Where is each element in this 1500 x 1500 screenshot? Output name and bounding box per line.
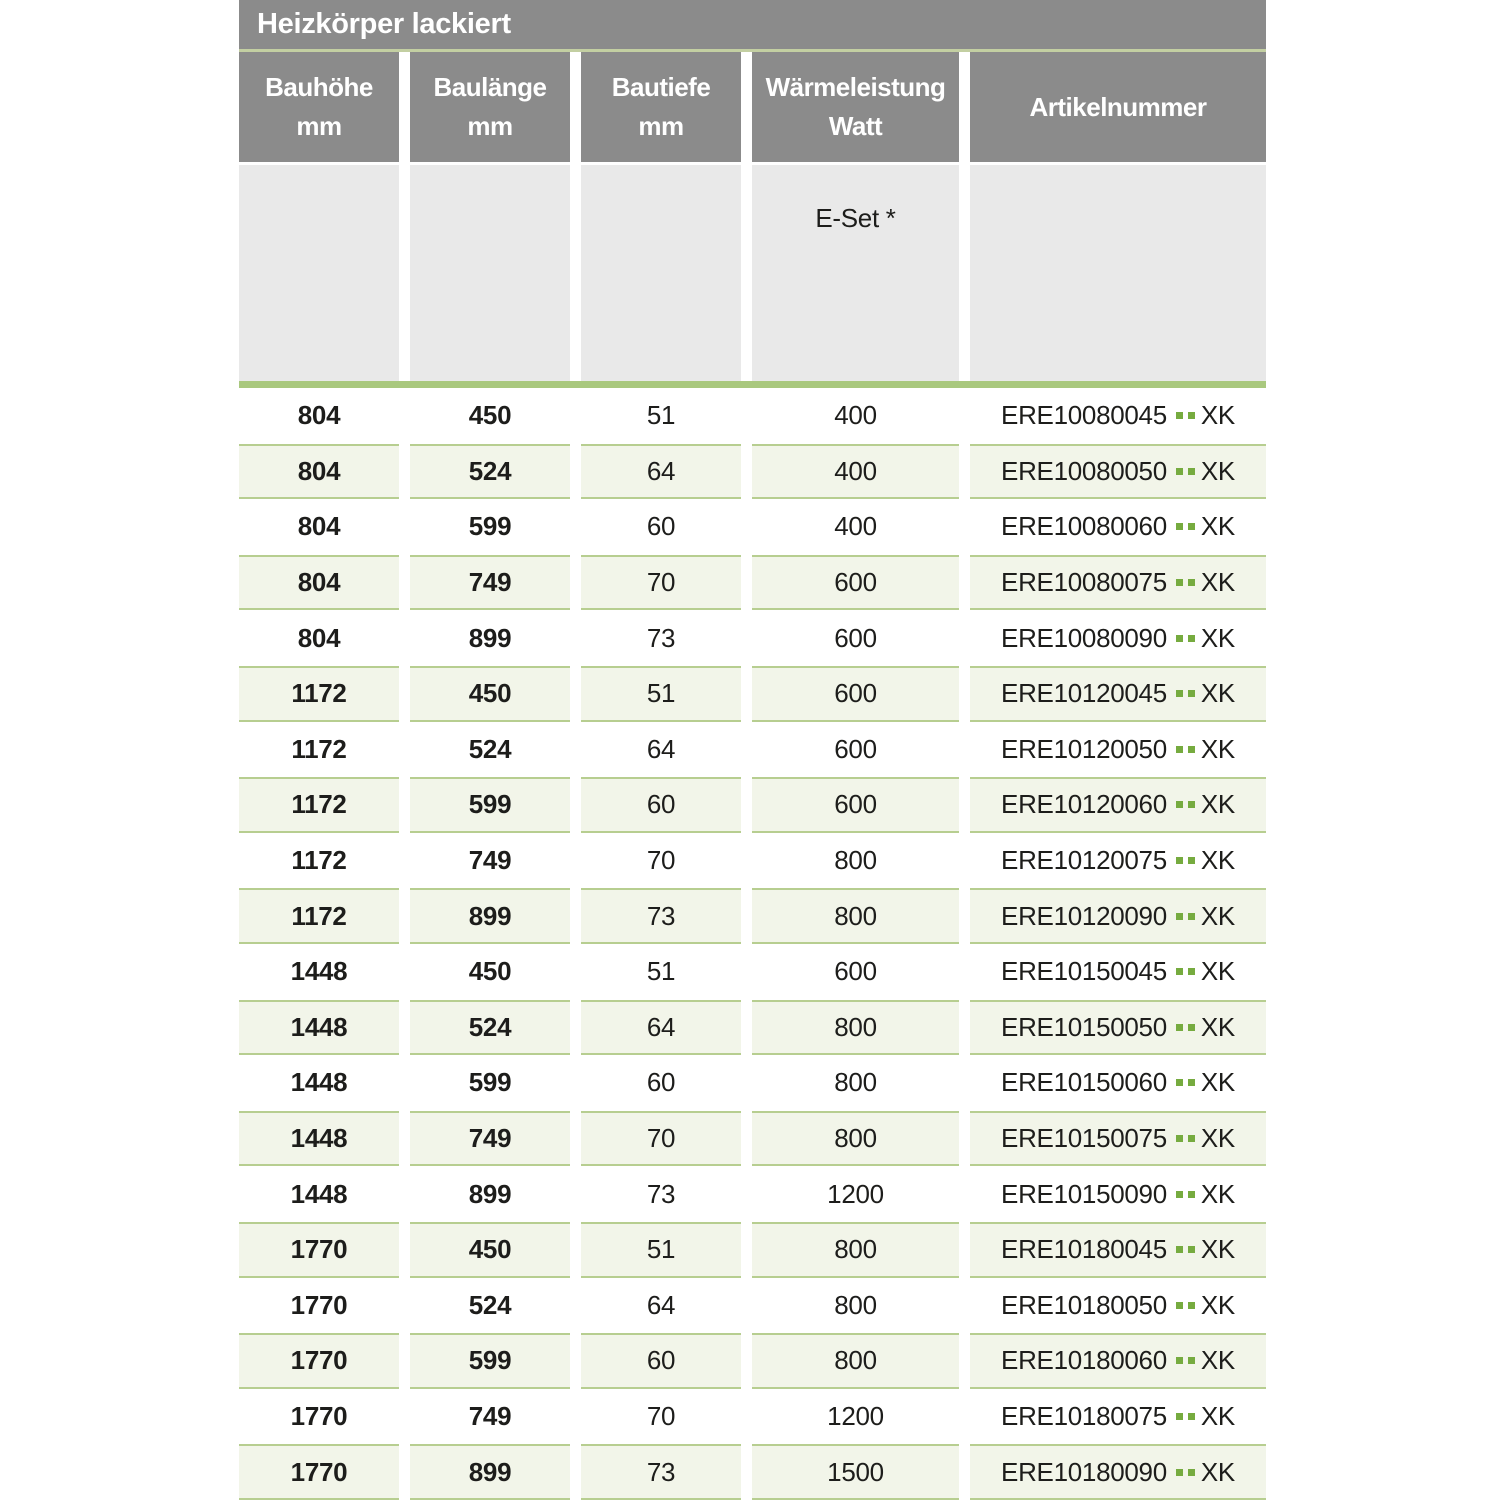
header-unit: Watt — [828, 111, 883, 141]
subheader-cell-eset — [752, 165, 959, 381]
artikel-color-dots — [1176, 1191, 1195, 1198]
artikel-color-dots — [1176, 1024, 1195, 1031]
cell-artikelnummer — [970, 1444, 1266, 1500]
cell-artikelnummer — [970, 499, 1266, 555]
artikel-color-dots — [1176, 1413, 1195, 1420]
cell-bautiefe: 51 — [581, 666, 741, 722]
cell-bauhoehe: 1770 — [239, 1333, 399, 1389]
cell-artikelnummer — [970, 444, 1266, 500]
cell-artikelnummer — [970, 666, 1266, 722]
artikel-prefix: ERE10150090 — [1001, 1178, 1167, 1209]
cell-artikelnummer — [970, 388, 1266, 444]
cell-artikelnummer — [970, 722, 1266, 778]
cell-bautiefe: 64 — [646, 1289, 676, 1320]
cell-bautiefe: 51 — [581, 1222, 741, 1278]
header-cell-bautiefe — [581, 52, 741, 162]
cell-baulaenge: 524 — [468, 733, 512, 764]
cell-bautiefe: 70 — [646, 845, 676, 876]
artikel-suffix: XK — [1200, 511, 1235, 542]
artikel-color-dots — [1176, 690, 1195, 697]
cell-bauhoehe: 1172 — [239, 666, 399, 722]
artikel-prefix: ERE10080050 — [1001, 455, 1167, 486]
cell-waermeleistung: 800 — [834, 845, 877, 876]
cell-artikelnummer — [970, 777, 1266, 833]
cell-artikelnummer — [970, 555, 1266, 611]
artikel-prefix: ERE10080060 — [1001, 511, 1167, 542]
artikel-color-dots — [1176, 801, 1195, 808]
cell-bautiefe: 64 — [646, 733, 676, 764]
table-row — [239, 666, 1266, 722]
cell-bauhoehe: 1448 — [290, 1067, 348, 1098]
artikel-suffix: XK — [1200, 622, 1235, 653]
cell-bautiefe: 64 — [581, 444, 741, 500]
cell-baulaenge: 524 — [468, 1289, 512, 1320]
table-row — [239, 1166, 1266, 1222]
cell-baulaenge: 599 — [468, 1067, 512, 1098]
cell-bauhoehe: 804 — [239, 555, 399, 611]
table-row — [239, 833, 1266, 889]
header-cell-bauhoehe — [239, 52, 399, 162]
artikel-prefix: ERE10150045 — [1001, 956, 1167, 987]
rows — [239, 388, 1266, 1500]
cell-bauhoehe: 804 — [297, 400, 341, 431]
artikel-color-dots — [1176, 523, 1195, 530]
table-row — [239, 1000, 1266, 1056]
cell-waermeleistung: 600 — [752, 555, 959, 611]
cell-baulaenge: 599 — [468, 511, 512, 542]
cell-bauhoehe: 1448 — [239, 1000, 399, 1056]
artikel-prefix: ERE10180050 — [1001, 1289, 1167, 1320]
cell-artikelnummer — [970, 833, 1266, 889]
cell-artikelnummer — [970, 1389, 1266, 1445]
cell-artikelnummer — [970, 610, 1266, 666]
cell-waermeleistung: 400 — [834, 400, 877, 431]
cell-bauhoehe: 1172 — [239, 777, 399, 833]
cell-bautiefe: 70 — [581, 1111, 741, 1167]
cell-bautiefe: 73 — [646, 1178, 676, 1209]
heizkoerper-table — [239, 0, 1266, 1500]
table-row — [239, 944, 1266, 1000]
cell-bauhoehe: 1448 — [290, 1178, 348, 1209]
cell-bautiefe: 70 — [646, 1400, 676, 1431]
cell-bautiefe: 73 — [581, 1444, 741, 1500]
header-unit: mm — [467, 111, 513, 141]
artikel-prefix: ERE10180045 — [1001, 1234, 1167, 1265]
cell-baulaenge: 749 — [410, 1111, 570, 1167]
column-header-row — [239, 52, 1266, 162]
artikel-color-dots — [1176, 1469, 1195, 1476]
cell-bauhoehe: 804 — [297, 622, 341, 653]
cell-waermeleistung: 1200 — [827, 1400, 884, 1431]
table-row — [239, 722, 1266, 778]
artikel-suffix: XK — [1200, 1178, 1235, 1209]
cell-bautiefe: 70 — [581, 555, 741, 611]
cell-artikelnummer — [970, 1111, 1266, 1167]
artikel-prefix: ERE10120050 — [1001, 733, 1167, 764]
artikel-color-dots — [1176, 913, 1195, 920]
cell-bautiefe: 73 — [581, 888, 741, 944]
header-unit: mm — [638, 111, 684, 141]
artikel-color-dots — [1176, 1302, 1195, 1309]
table-row — [239, 1333, 1266, 1389]
artikel-suffix: XK — [1200, 733, 1235, 764]
table-row — [239, 388, 1266, 444]
cell-baulaenge: 524 — [410, 444, 570, 500]
cell-baulaenge: 899 — [468, 1178, 512, 1209]
cell-bautiefe: 60 — [581, 1333, 741, 1389]
cell-bauhoehe: 1770 — [239, 1222, 399, 1278]
cell-bautiefe: 60 — [646, 1067, 676, 1098]
artikel-prefix: ERE10080075 — [1001, 567, 1167, 598]
artikel-suffix: XK — [1200, 1456, 1235, 1487]
header-label: Wärmeleistung — [765, 72, 946, 102]
header-label: Baulänge — [433, 72, 547, 102]
artikel-color-dots — [1176, 968, 1195, 975]
artikel-suffix: XK — [1200, 1067, 1235, 1098]
header-label: Artikelnummer — [1029, 91, 1207, 122]
cell-bauhoehe: 804 — [297, 511, 341, 542]
header-unit: mm — [296, 111, 342, 141]
artikel-color-dots — [1176, 468, 1195, 475]
artikel-prefix: ERE10180060 — [1001, 1345, 1167, 1376]
cell-bauhoehe: 1770 — [290, 1400, 348, 1431]
cell-bauhoehe: 1448 — [290, 956, 348, 987]
table-row — [239, 444, 1266, 500]
artikel-suffix: XK — [1200, 956, 1235, 987]
cell-waermeleistung: 800 — [752, 888, 959, 944]
table-row — [239, 555, 1266, 611]
table-row — [239, 777, 1266, 833]
cell-waermeleistung: 600 — [834, 733, 877, 764]
cell-baulaenge: 749 — [410, 555, 570, 611]
cell-bauhoehe: 1172 — [291, 845, 347, 876]
cell-bauhoehe: 1770 — [239, 1444, 399, 1500]
artikel-suffix: XK — [1200, 1011, 1235, 1042]
cell-bautiefe: 73 — [646, 622, 676, 653]
cell-baulaenge: 749 — [468, 845, 512, 876]
header-cell-waermeleistung — [752, 52, 959, 162]
table-row — [239, 1111, 1266, 1167]
cell-waermeleistung: 600 — [834, 956, 877, 987]
subheader-cell — [410, 165, 570, 381]
header-cell-baulaenge — [410, 52, 570, 162]
cell-artikelnummer — [970, 944, 1266, 1000]
cell-baulaenge: 749 — [468, 1400, 512, 1431]
cell-waermeleistung: 400 — [752, 444, 959, 500]
cell-bautiefe: 51 — [646, 400, 676, 431]
artikel-suffix: XK — [1200, 900, 1235, 931]
artikel-prefix: ERE10120045 — [1001, 678, 1167, 709]
table-row — [239, 888, 1266, 944]
table-title-bar — [239, 0, 1266, 49]
artikel-prefix: ERE10180075 — [1001, 1400, 1167, 1431]
cell-artikelnummer — [970, 1000, 1266, 1056]
cell-waermeleistung: 800 — [752, 1111, 959, 1167]
cell-baulaenge: 450 — [468, 400, 512, 431]
cell-waermeleistung: 600 — [834, 622, 877, 653]
artikel-prefix: ERE10150060 — [1001, 1067, 1167, 1098]
artikel-prefix: ERE10120075 — [1001, 845, 1167, 876]
header-cell-artikelnummer — [970, 52, 1266, 162]
artikel-color-dots — [1176, 579, 1195, 586]
cell-bautiefe: 60 — [646, 511, 676, 542]
artikel-suffix: XK — [1200, 678, 1235, 709]
artikel-color-dots — [1176, 1135, 1195, 1142]
cell-bautiefe: 64 — [581, 1000, 741, 1056]
artikel-suffix: XK — [1200, 1345, 1235, 1376]
table-row — [239, 499, 1266, 555]
cell-waermeleistung: 1200 — [827, 1178, 884, 1209]
cell-bauhoehe: 1172 — [291, 733, 347, 764]
subheader-cell — [970, 165, 1266, 381]
eset-label: E-Set * — [815, 203, 896, 233]
cell-artikelnummer — [970, 888, 1266, 944]
artikel-prefix: ERE10120090 — [1001, 900, 1167, 931]
cell-waermeleistung: 800 — [752, 1333, 959, 1389]
cell-artikelnummer — [970, 1055, 1266, 1111]
artikel-suffix: XK — [1200, 1400, 1235, 1431]
cell-artikelnummer — [970, 1278, 1266, 1334]
artikel-prefix: ERE10080045 — [1001, 400, 1167, 431]
table-row — [239, 1444, 1266, 1500]
artikel-suffix: XK — [1200, 1123, 1235, 1154]
artikel-color-dots — [1176, 746, 1195, 753]
cell-waermeleistung: 600 — [752, 666, 959, 722]
cell-baulaenge: 450 — [410, 1222, 570, 1278]
cell-waermeleistung: 600 — [752, 777, 959, 833]
cell-bauhoehe: 804 — [239, 444, 399, 500]
header-label: Bautiefe — [611, 72, 711, 102]
subheader-cell — [581, 165, 741, 381]
artikel-suffix: XK — [1200, 1289, 1235, 1320]
artikel-color-dots — [1176, 1079, 1195, 1086]
cell-waermeleistung: 800 — [834, 1289, 877, 1320]
artikel-prefix: ERE10180090 — [1001, 1456, 1167, 1487]
table-body-divider — [239, 381, 1266, 388]
artikel-color-dots — [1176, 1246, 1195, 1253]
table-row — [239, 1389, 1266, 1445]
artikel-suffix: XK — [1200, 567, 1235, 598]
cell-artikelnummer — [970, 1166, 1266, 1222]
cell-artikelnummer — [970, 1222, 1266, 1278]
artikel-color-dots — [1176, 857, 1195, 864]
cell-baulaenge: 899 — [468, 622, 512, 653]
table-row — [239, 1055, 1266, 1111]
artikel-color-dots — [1176, 412, 1195, 419]
subheader-row — [239, 165, 1266, 381]
cell-waermeleistung: 1500 — [752, 1444, 959, 1500]
cell-bautiefe: 51 — [646, 956, 676, 987]
table-title: Heizkörper lackiert — [257, 8, 511, 40]
artikel-suffix: XK — [1200, 845, 1235, 876]
table-row — [239, 1278, 1266, 1334]
artikel-color-dots — [1176, 1357, 1195, 1364]
cell-baulaenge: 899 — [410, 1444, 570, 1500]
artikel-prefix: ERE10150050 — [1001, 1011, 1167, 1042]
artikel-suffix: XK — [1200, 400, 1235, 431]
cell-bauhoehe: 1770 — [290, 1289, 348, 1320]
artikel-prefix: ERE10080090 — [1001, 622, 1167, 653]
artikel-suffix: XK — [1200, 1234, 1235, 1265]
cell-baulaenge: 524 — [410, 1000, 570, 1056]
artikel-suffix: XK — [1200, 455, 1235, 486]
cell-waermeleistung: 800 — [752, 1000, 959, 1056]
cell-bauhoehe: 1448 — [239, 1111, 399, 1167]
subheader-cell — [239, 165, 399, 381]
cell-baulaenge: 599 — [410, 777, 570, 833]
artikel-prefix: ERE10150075 — [1001, 1123, 1167, 1154]
artikel-color-dots — [1176, 635, 1195, 642]
cell-waermeleistung: 800 — [752, 1222, 959, 1278]
cell-bauhoehe: 1172 — [239, 888, 399, 944]
cell-artikelnummer — [970, 1333, 1266, 1389]
header-label: Bauhöhe — [265, 72, 373, 102]
cell-baulaenge: 899 — [410, 888, 570, 944]
artikel-prefix: ERE10120060 — [1001, 789, 1167, 820]
cell-baulaenge: 450 — [410, 666, 570, 722]
cell-baulaenge: 599 — [410, 1333, 570, 1389]
artikel-suffix: XK — [1200, 789, 1235, 820]
table-row — [239, 1222, 1266, 1278]
cell-bautiefe: 60 — [581, 777, 741, 833]
table-row — [239, 610, 1266, 666]
cell-baulaenge: 450 — [468, 956, 512, 987]
cell-waermeleistung: 800 — [834, 1067, 877, 1098]
cell-waermeleistung: 400 — [834, 511, 877, 542]
